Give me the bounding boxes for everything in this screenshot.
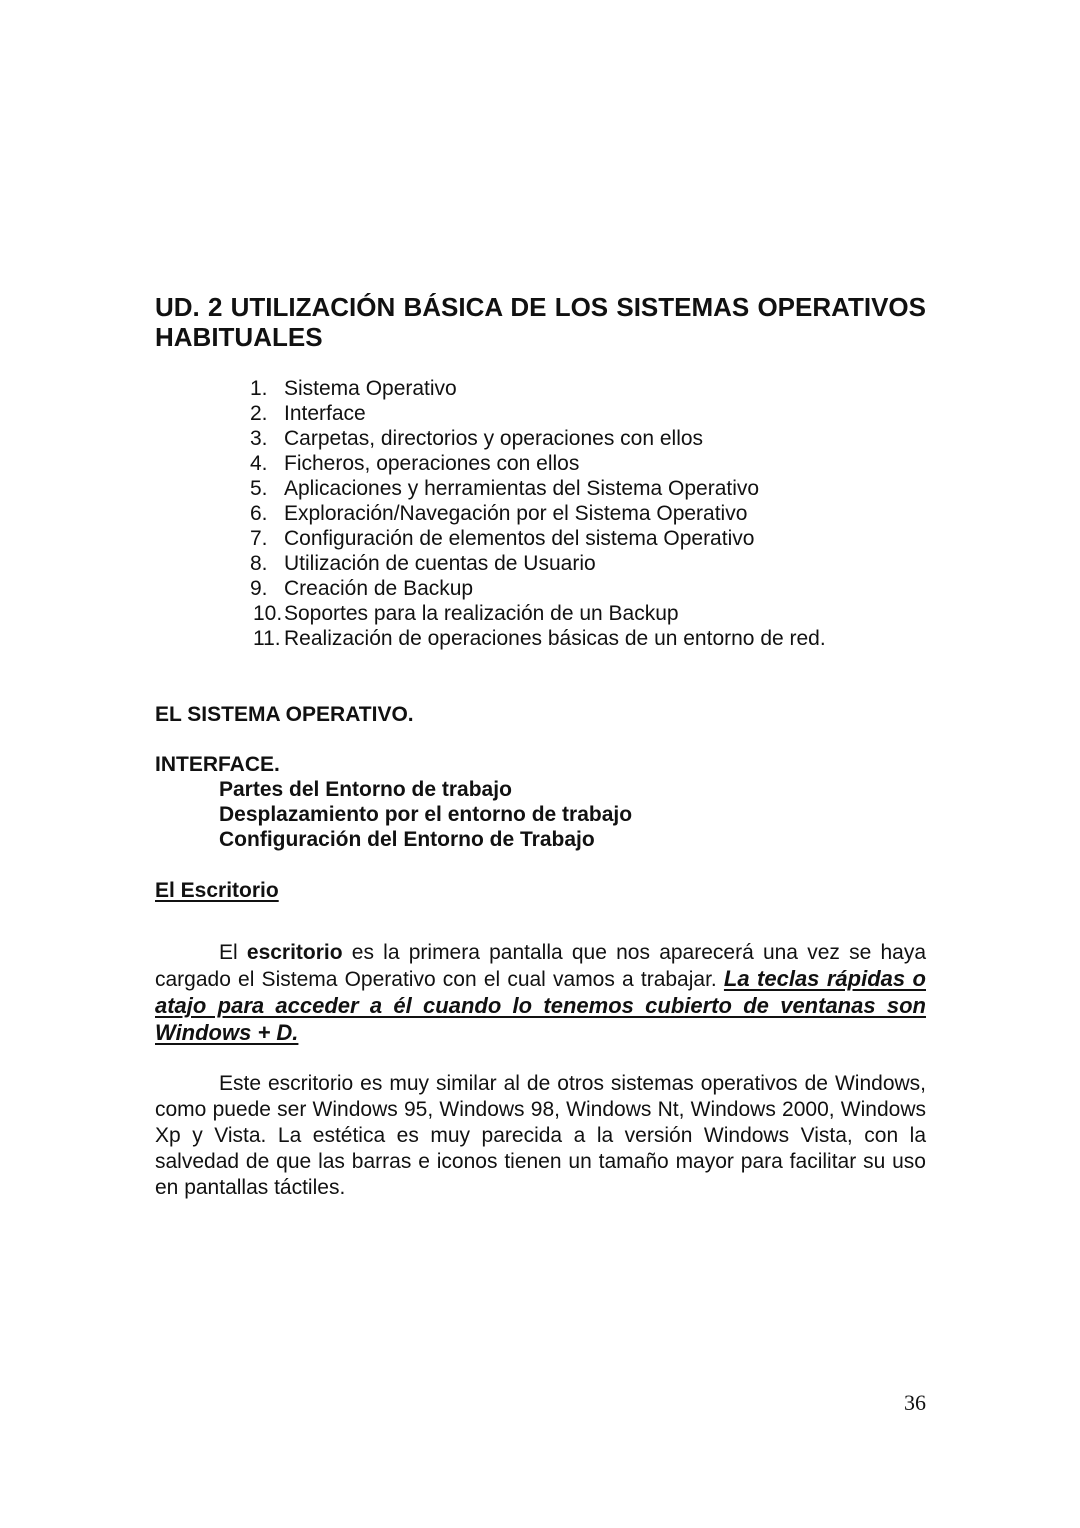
toc-item-label: Aplicaciones y herramientas del Sistema Operativo — [284, 477, 760, 500]
page-number: 36 — [904, 1390, 926, 1415]
section-heading-escritorio: El Escritorio — [155, 879, 279, 902]
toc-item-number: 4. — [250, 452, 268, 475]
section-heading-interface: INTERFACE. — [155, 753, 280, 776]
toc-item — [250, 551, 826, 576]
paragraph-similar-windows — [155, 1071, 926, 1201]
toc-item-number: 10. — [253, 602, 283, 625]
section-heading-sistema-operativo: EL SISTEMA OPERATIVO. — [155, 703, 414, 726]
toc-item-number: 9. — [250, 577, 268, 600]
toc-item-number: 6. — [250, 502, 268, 525]
subsection-desplazamiento: Desplazamiento por el entorno de trabajo — [219, 803, 633, 826]
toc-item — [250, 501, 826, 526]
paragraph-bold-term: escritorio — [246, 941, 343, 964]
page-title-line-1: UD. 2 UTILIZACIÓN BÁSICA DE LOS SISTEMAS OPERATIVOS — [155, 292, 926, 322]
toc-item — [250, 626, 826, 651]
subsection-partes-entorno: Partes del Entorno de trabajo — [219, 778, 512, 801]
paragraph-text: El — [219, 941, 247, 964]
toc-item — [250, 376, 826, 401]
toc-item-label: Utilización de cuentas de Usuario — [284, 552, 596, 575]
toc-item-number: 8. — [250, 552, 268, 575]
paragraph-emphasis: La teclas rápidas o atajo para acceder a él cuando lo tenemos cubierto de ventanas son Windows + D. — [155, 966, 926, 1045]
toc-item — [250, 526, 826, 551]
paragraph-escritorio — [155, 940, 926, 1047]
toc-item-label: Soportes para la realización de un Backup — [284, 602, 679, 625]
toc-item — [250, 426, 826, 451]
toc-item-label: Realización de operaciones básicas de un entorno de red. — [284, 627, 826, 650]
toc-item — [250, 601, 826, 626]
toc-item — [250, 476, 826, 501]
toc-item-number: 3. — [250, 427, 268, 450]
toc-item-label: Ficheros, operaciones con ellos — [284, 452, 580, 475]
toc-item — [250, 451, 826, 476]
subsection-configuracion: Configuración del Entorno de Trabajo — [219, 828, 595, 851]
toc-item-number: 11. — [253, 627, 281, 650]
page-title — [155, 292, 926, 352]
table-of-contents — [250, 376, 826, 651]
toc-item — [250, 401, 826, 426]
toc-item-number: 7. — [250, 527, 268, 550]
toc-item-label: Carpetas, directorios y operaciones con ellos — [284, 427, 704, 450]
page-title-line-2: HABITUALES — [155, 322, 323, 352]
toc-item-label: Sistema Operativo — [284, 377, 457, 400]
toc-item-label: Configuración de elementos del sistema Operativo — [284, 527, 755, 550]
toc-item-label: Creación de Backup — [284, 577, 474, 600]
paragraph-text: es la primera pantalla que nos aparecerá una vez se haya cargado el Sistema Operativo con el cual vamos a trabajar. — [155, 941, 926, 991]
toc-item — [250, 576, 826, 601]
toc-item-label: Interface — [284, 402, 366, 425]
toc-item-number: 1. — [250, 377, 268, 400]
toc-item-number: 5. — [250, 477, 268, 500]
paragraph-text: Este escritorio es muy similar al de otros sistemas operativos de Windows, como puede ser Windows 95, Windows 98, Windows Nt, Windows 2000, Windows Xp y Vista. La estética es muy parecida a la versión Windows Vista, con la salvedad de que las barras e iconos tienen un tamaño mayor para facilitar su uso en pantallas táctiles. — [155, 1072, 926, 1199]
toc-item-number: 2. — [250, 402, 268, 425]
toc-item-label: Exploración/Navegación por el Sistema Operativo — [284, 502, 748, 525]
